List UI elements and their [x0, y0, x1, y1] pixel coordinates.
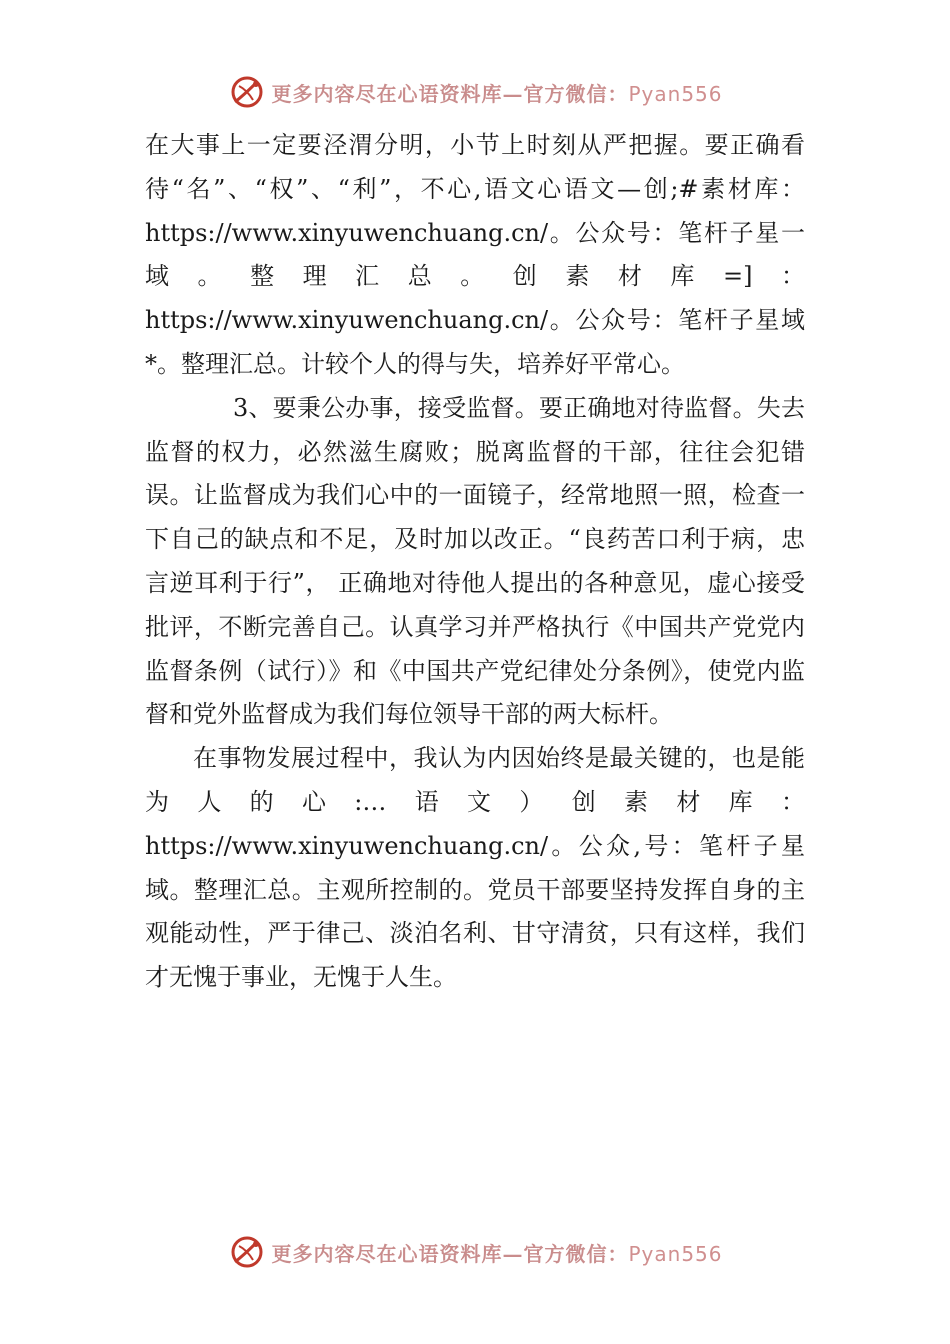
header-text: 更多内容尽在心语资料库—官方微信：Pyan556: [271, 81, 723, 106]
paragraph-1: 在大事上一定要泾渭分明，小节上时刻从严把握。要正确看待“名”、“权”、“利”，不心,语文心语文—创;#素材库：https://www.xinyuwenchuang.cn/。公众号：笔杆子星一域。整理汇总。创素材库=]：https://www.xinyuwenchuang.cn/。公众号：笔杆子星域*。整理汇总。计较个人的得与失，培养好平常心。: [145, 131, 805, 378]
brand-logo-icon: [227, 72, 267, 112]
footer-text: 更多内容尽在心语资料库—官方微信：Pyan556: [271, 1241, 723, 1266]
paragraph-2: 3、要秉公办事，接受监督。要正确地对待监督。失去监督的权力，必然滋生腐败；脱离监督的干部，往往会犯错误。让监督成为我们心中的一面镜子，经常地照一照，检查一下自己的缺点和不足，及时加以改正。“良药苦口利于病，忠言逆耳利于行”， 正确地对待他人提出的各种意见，虚心接受批评，不断完善自己。认真学习并严格执行《中国共产党党内监督条例（试行）》和《中国共产党纪律处分条例》，使党内监督和党外监督成为我们每位领导干部的两大标杆。: [145, 393, 805, 729]
brand-logo-icon: [227, 1232, 267, 1272]
document-body: [145, 124, 805, 1000]
paragraph-3: 在事物发展过程中，我认为内因始终是最关键的，也是能为人的心:…语文）创素材库：https://www.xinyuwenchuang.cn/。公众,号：笔杆子星域。整理汇总。主观所控制的。党员干部要坚持发挥自身的主观能动性，严于律己、淡泊名利、甘守清贫，只有这样，我们才无愧于事业，无愧于人生。: [145, 744, 805, 992]
footer-wechat-handle: Pyan556: [628, 1241, 723, 1266]
header-wechat-handle: Pyan556: [628, 81, 723, 106]
header-banner: [0, 72, 950, 112]
footer-banner: [0, 1232, 950, 1272]
